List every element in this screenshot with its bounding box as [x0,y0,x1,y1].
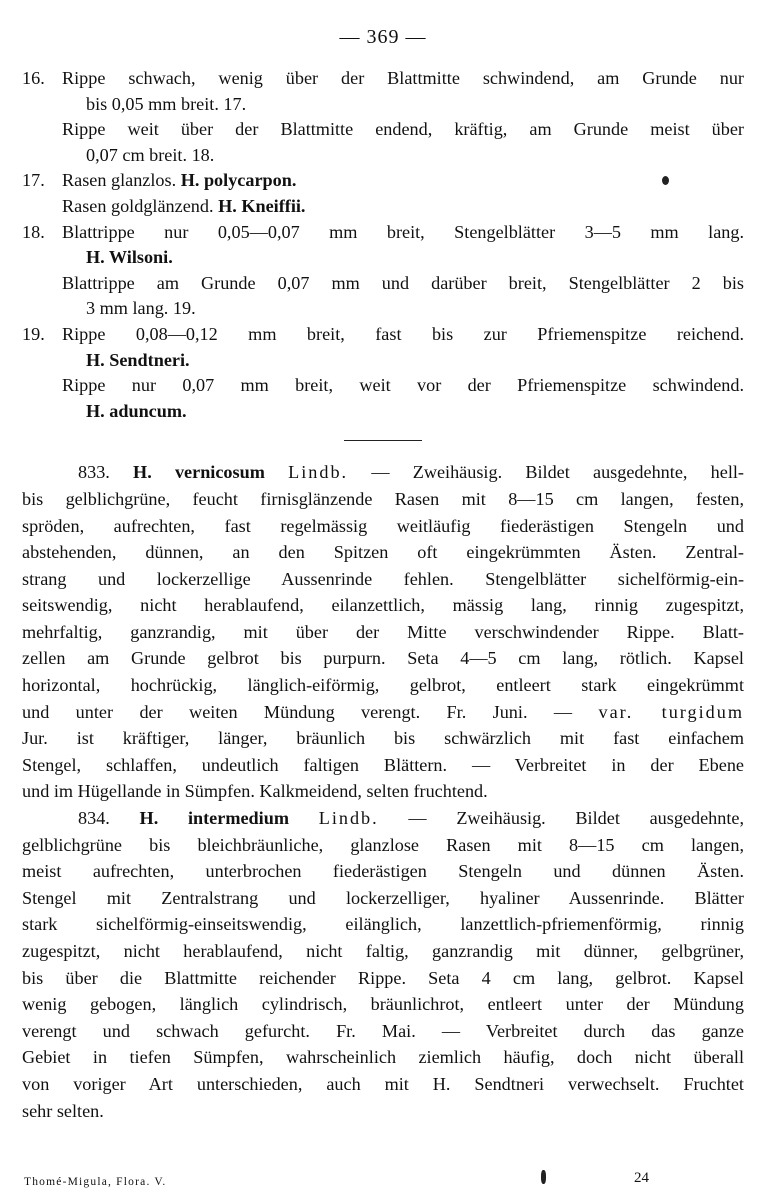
description-line: wenig gebogen, länglich cylindrisch, bräunlichrot, entleert unter der Mündung [22,994,744,1015]
key-line: Rippe weit über der Blattmitte endend, kräftig, am Grunde meist über [62,119,744,140]
key-entry-16 [22,66,744,168]
species-heading-line [22,805,744,832]
description-line: Stengel, schlaffen, undeutlich faltigen Blättern. — Verbreitet in der Ebene [22,754,744,775]
species-name: H. Kneiffii. [218,195,306,216]
species-834-description [22,805,744,1124]
species-name: H. vernicosum [133,462,265,483]
key-text: Rasen goldglänzend. [62,195,219,216]
key-entry-19 [22,322,744,424]
key-number: 19. [22,323,45,344]
key-line [62,348,744,374]
description-text: — Zweihäusig. Bildet ausgedehnte, [408,808,745,829]
species-name: H. Sendtneri. [86,349,190,370]
key-line: Blattrippe nur 0,05—0,07 mm breit, Stengelblätter 3—5 mm lang. [62,221,744,242]
key-line [62,245,744,271]
description-line: bis gelblichgrüne, feucht firnisglänzende Rasen mit 8—15 cm langen, festen, [22,488,744,509]
key-line: bis 0,05 mm breit. 17. [86,93,247,114]
species-number: 834. [78,808,110,829]
description-line: gelblichgrüne bis bleichbräunliche, glanzlose Rasen mit 8—15 cm langen, [22,834,744,855]
description-line: stark sichelförmig-einseitswendig, eilänglich, lanzettlich-pfriemenförmig, rinnig [22,914,744,935]
key-number: 18. [22,221,45,242]
description-line: Stengel mit Zentralstrang und lockerzelliger, hyaliner Aussenrinde. Blätter [22,887,744,908]
species-author: Lindb. [318,808,379,829]
description-line: seitswendig, nicht herablaufend, eilanzettlich, mässig lang, rinnig zugespitzt, [22,595,744,616]
description-line: spröden, aufrechten, fast regelmässig weitläufig fiederästigen Stengeln und [22,515,744,536]
description-line: meist aufrechten, unterbrochen fiederästigen Stengeln und dünnen Ästen. [22,861,744,882]
key-line: 3 mm lang. 19. [86,298,196,319]
species-name: H. aduncum. [86,400,187,421]
species-833-description [22,459,744,805]
description-text: und unter der weiten Mündung verengt. Fr. Juni. — [22,701,599,722]
ink-speck-mark [541,1170,546,1184]
identification-key [22,66,744,424]
key-line: Rippe nur 0,07 mm breit, weit vor der Pfriemenspitze schwindend. [62,375,744,396]
printer-credit: Thomé-Migula, Flora. V. [24,1176,167,1188]
description-line: sehr selten. [22,1100,104,1121]
section-divider [344,440,422,441]
species-name: H. polycarpon. [180,170,297,191]
key-line: Blattrippe am Grunde 0,07 mm und darüber breit, Stengelblätter 2 bis [62,272,744,293]
key-line: 0,07 cm breit. 18. [86,144,215,165]
description-line: mehrfaltig, ganzrandig, mit über der Mitte verschwindender Rippe. Blatt- [22,621,744,642]
description-line: von voriger Art unterschieden, auch mit H. Sendtneri verwechselt. Fruchtet [22,1073,744,1094]
variety-label: var. turgidum [598,701,744,722]
page-number: — 369 — [339,26,427,48]
description-line: horizontal, hochrückig, länglich-eiförmig, gelbrot, entleert stark eingekrümmt [22,675,744,696]
key-line [62,399,744,425]
key-number: 17. [22,170,45,191]
key-number: 16. [22,68,45,88]
description-line: abstehenden, dünnen, an den Spitzen oft eingekrümmten Ästen. Zentral- [22,542,744,563]
species-author: Lindb. [288,462,349,483]
description-line: Gebiet in tiefen Sümpfen, wahrscheinlich ziemlich häufig, doch nicht überall [22,1047,744,1068]
description-line [22,699,744,726]
species-heading-line [22,459,744,486]
description-line: zellen am Grunde gelbrot bis purpurn. Seta 4—5 cm lang, rötlich. Kapsel [22,648,744,669]
key-entry-18 [22,220,744,322]
description-text: — Zweihäusig. Bildet ausgedehnte, hell- [371,462,744,483]
description-line: verengt und schwach gefurcht. Fr. Mai. — Verbreitet durch das ganze [22,1020,744,1041]
description-line: und im Hügellande in Sümpfen. Kalkmeidend, selten fruchtend. [22,781,488,802]
page-footer [22,1170,744,1194]
ink-speck-mark [662,176,669,185]
book-page [22,18,744,1188]
species-name: H. Wilsoni. [86,247,173,268]
key-line [62,194,744,220]
description-line: zugespitzt, nicht herablaufend, nicht faltig, ganzrandig mit dünner, gelbgrüner, [22,941,744,961]
species-name: H. intermedium [139,808,289,829]
key-line [62,168,744,194]
key-line: Rippe 0,08—0,12 mm breit, fast bis zur Pfriemenspitze reichend. [62,323,744,344]
description-line: Jur. ist kräftiger, länger, bräunlich bis schwärzlich mit fast einfachem [22,728,744,749]
key-line: Rippe schwach, wenig über der Blattmitte schwindend, am Grunde nur [62,68,744,88]
species-number: 833. [78,462,110,483]
description-line: bis über die Blattmitte reichender Rippe. Seta 4 cm lang, gelbrot. Kapsel [22,967,744,988]
key-entry-17 [22,168,744,219]
sheet-number: 24 [634,1170,649,1186]
key-text: Rasen glanzlos. [62,170,181,191]
description-line: strang und lockerzellige Aussenrinde fehlen. Stengelblätter sichelförmig-ein- [22,568,744,589]
